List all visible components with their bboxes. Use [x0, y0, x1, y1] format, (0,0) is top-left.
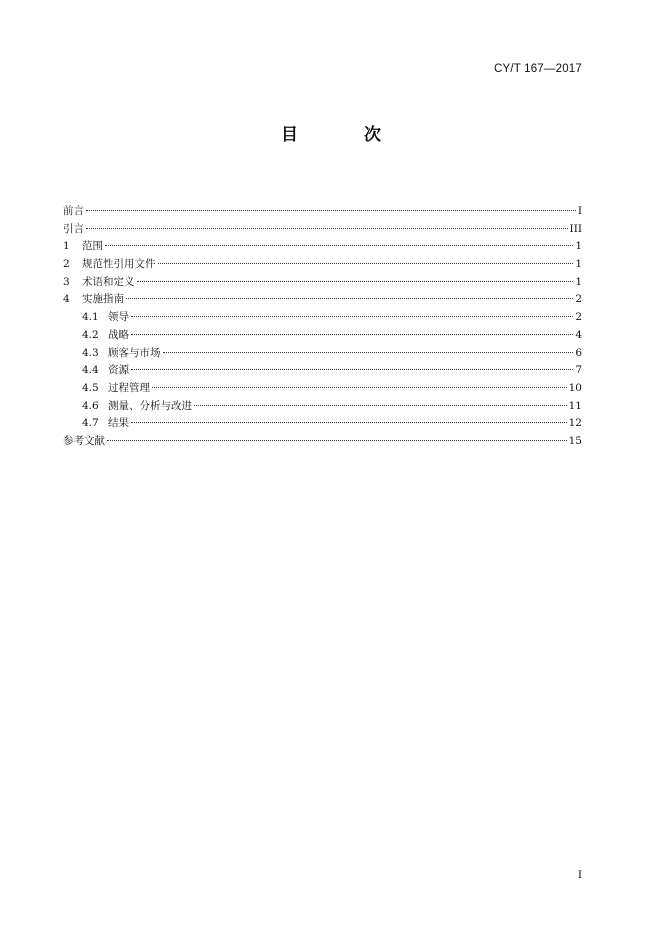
toc-entry-number: 4.7	[82, 417, 99, 430]
toc-entry-resources[interactable]	[63, 362, 582, 380]
toc-entry-process-management[interactable]	[63, 380, 582, 398]
toc-entry-page: III	[569, 222, 582, 235]
toc-dot-leader	[86, 210, 576, 211]
toc-entry-label: 术语和定义	[82, 275, 135, 288]
toc-entry-customers-market[interactable]	[63, 345, 582, 363]
toc-entry-label: 测量、分析与改进	[108, 399, 192, 412]
toc-entry-number: 3	[63, 275, 70, 288]
toc-entry-measurement-analysis[interactable]	[63, 398, 582, 416]
toc-entry-page: 15	[568, 434, 582, 447]
toc-entry-page: 7	[575, 364, 582, 377]
toc-entry-page: 1	[575, 240, 582, 253]
document-code: CY/T 167—2017	[493, 63, 582, 75]
toc-entry-page: 2	[575, 293, 582, 306]
toc-entry-label: 过程管理	[108, 381, 150, 394]
toc-dot-leader	[131, 369, 573, 370]
toc-entry-number: 4.1	[82, 311, 99, 324]
toc-entry-page: 1	[575, 258, 582, 271]
toc-entry-page: 11	[568, 399, 582, 412]
toc-entry-foreword[interactable]	[63, 203, 582, 221]
toc-entry-number: 4.2	[82, 328, 99, 341]
toc-entry-leadership[interactable]	[63, 309, 582, 327]
toc-entry-page: 6	[575, 346, 582, 359]
toc-entry-number: 4.3	[82, 346, 99, 359]
toc-dot-leader	[137, 281, 574, 282]
toc-entry-label: 战略	[108, 328, 129, 341]
toc-dot-leader	[86, 228, 568, 229]
toc-entry-results[interactable]	[63, 415, 582, 433]
toc-dot-leader	[152, 387, 567, 388]
toc-entry-implementation-guide[interactable]	[63, 291, 582, 309]
toc-entry-number: 4.4	[82, 364, 99, 377]
toc-entry-bibliography[interactable]	[63, 433, 582, 451]
toc-entry-number: 2	[63, 258, 70, 271]
toc-entry-label: 实施指南	[82, 293, 124, 306]
toc-dot-leader	[126, 298, 573, 299]
toc-entry-page: 2	[575, 311, 582, 324]
table-of-contents	[63, 203, 582, 451]
toc-dot-leader	[163, 352, 574, 353]
toc-entry-introduction[interactable]	[63, 221, 582, 239]
toc-entry-label: 范围	[82, 240, 103, 253]
toc-entry-number: 4.6	[82, 399, 99, 412]
toc-entry-label: 资源	[108, 364, 129, 377]
toc-entry-label: 顾客与市场	[108, 346, 161, 359]
toc-dot-leader	[131, 316, 573, 317]
toc-entry-number: 4.5	[82, 381, 99, 394]
toc-title: 目 次	[281, 125, 411, 145]
toc-dot-leader	[107, 440, 567, 441]
toc-entry-page: 12	[568, 417, 582, 430]
toc-entry-label: 参考文献	[63, 434, 105, 447]
toc-entry-page: 4	[575, 328, 582, 341]
toc-entry-strategy[interactable]	[63, 327, 582, 345]
toc-entry-label: 规范性引用文件	[82, 258, 156, 271]
toc-dot-leader	[158, 263, 574, 264]
toc-entry-page: 10	[568, 381, 582, 394]
toc-entry-label: 领导	[108, 311, 129, 324]
toc-entry-page: I	[577, 205, 582, 217]
page-number: I	[577, 869, 582, 881]
toc-dot-leader	[131, 334, 573, 335]
toc-entry-number: 4	[63, 293, 70, 306]
toc-dot-leader	[131, 422, 567, 423]
toc-dot-leader	[105, 245, 573, 246]
toc-entry-normative-references[interactable]	[63, 256, 582, 274]
toc-entry-scope[interactable]	[63, 238, 582, 256]
toc-entry-number: 1	[63, 240, 70, 253]
toc-entry-page: 1	[575, 275, 582, 288]
toc-entry-label: 结果	[108, 417, 129, 430]
toc-entry-label: 引言	[63, 222, 84, 235]
toc-entry-label: 前言	[63, 205, 84, 217]
toc-entry-terms-definitions[interactable]	[63, 274, 582, 292]
toc-dot-leader	[194, 405, 567, 406]
